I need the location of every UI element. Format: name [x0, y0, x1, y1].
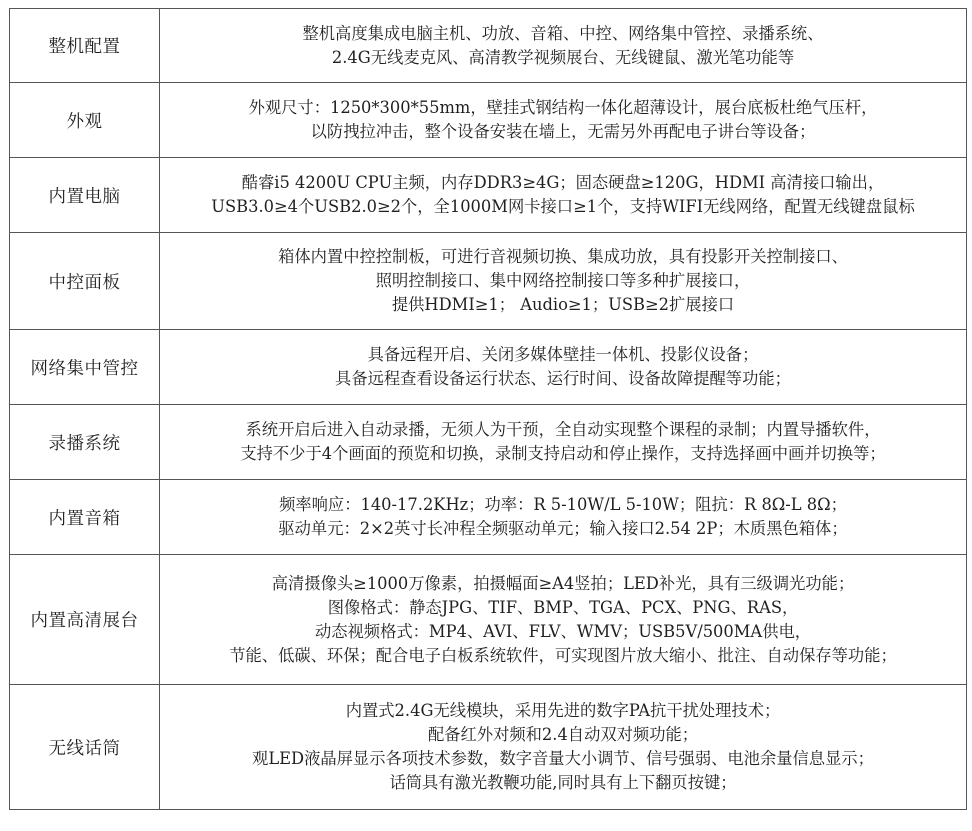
spec-line: 节能、低碳、环保；配合电子白板系统软件，可实现图片放大缩小、批注、自动保存等功能； [229, 645, 897, 665]
spec-line: 箱体内置中控控制板，可进行音视频切换、集成功放，具有投影开关控制接口、 [278, 247, 848, 266]
spec-line: 外观尺寸：1250*300*55mm，壁挂式钢结构一体化超薄设计，展台底板杜绝气压杆， [248, 98, 878, 117]
spec-label: 内置高清展台 [10, 555, 160, 685]
spec-line: 观LED液晶屏显示各项技术参数，数字音量大小调节、信号强弱、电池余量信息显示； [252, 749, 874, 768]
spec-description [160, 233, 967, 330]
spec-description [160, 330, 967, 405]
spec-line: 整机高度集成电脑主机、功放、音箱、中控、网络集中管控、录播系统、 [302, 23, 824, 43]
spec-row-appearance [10, 83, 967, 158]
spec-label: 整机配置 [10, 9, 160, 83]
spec-line: 内置式2.4G无线模块，采用先进的数字PA抗干扰处理技术； [345, 701, 781, 720]
spec-row-builtin-pc [10, 158, 967, 233]
spec-line: 2.4G无线麦克风、高清教学视频展台、无线键鼠、激光笔功能等 [331, 47, 795, 67]
spec-line: 图像格式：静态JPG、TIF、BMP、TGA、PCX、PNG、RAS， [327, 597, 799, 617]
spec-row-builtin-speaker [10, 480, 967, 555]
spec-table [9, 8, 967, 810]
spec-line: 提供HDMI≥1； Audio≥1；USB≥2扩展接口 [391, 295, 735, 314]
spec-label: 内置电脑 [10, 158, 160, 233]
spec-line: 具备远程开启、关闭多媒体壁挂一体机、投影仪设备； [367, 345, 759, 364]
spec-line: 驱动单元：2×2英寸长冲程全频驱动单元；输入接口2.54 2P；木质黑色箱体； [278, 519, 848, 538]
spec-description [160, 9, 967, 83]
spec-description [160, 555, 967, 685]
spec-line: 支持不少于4个画面的预览和切换，录制支持启动和停止操作，支持选择画中画并切换等； [240, 444, 886, 463]
spec-line: 话筒具有激光教鞭功能,同时具有上下翻页按键； [389, 773, 737, 792]
spec-line: 动态视频格式：MP4、AVI、FLV、WMV；USB5V/500MA供电， [314, 621, 812, 641]
spec-label: 内置音箱 [10, 480, 160, 555]
spec-label: 网络集中管控 [10, 330, 160, 405]
spec-description [160, 83, 967, 158]
spec-row-wireless-microphone [10, 685, 967, 810]
spec-line: USB3.0≥4个USB2.0≥2个，全1000M网卡接口≥1个，支持WIFI无线网络，配置无线键盘鼠标 [211, 197, 915, 216]
spec-line: 照明控制接口、集中网络控制接口等多种扩展接口， [375, 271, 751, 290]
spec-description [160, 685, 967, 810]
spec-line: 具备远程查看设备运行状态、运行时间、设备故障提醒等功能； [335, 369, 791, 388]
spec-label: 外观 [10, 83, 160, 158]
spec-line: 频率响应：140-17.2KHz；功率：R 5-10W/L 5-10W；阻抗：R 8Ω-L 8Ω； [279, 495, 847, 514]
spec-description [160, 405, 967, 480]
spec-row-system-config [10, 9, 967, 83]
spec-row-control-panel [10, 233, 967, 330]
spec-line: 配备红外对频和2.4自动双对频功能； [427, 725, 699, 744]
spec-row-recording-system [10, 405, 967, 480]
spec-line: 系统开启后进入自动录播，无须人为干预，全自动实现整个课程的录制；内置导播软件， [245, 420, 881, 439]
spec-line: 以防拽拉冲击，整个设备安装在墙上，无需另外再配电子讲台等设备； [310, 122, 816, 141]
spec-row-network-management [10, 330, 967, 405]
spec-description [160, 480, 967, 555]
spec-label: 中控面板 [10, 233, 160, 330]
spec-label: 无线话筒 [10, 685, 160, 810]
spec-row-document-camera [10, 555, 967, 685]
spec-description [160, 158, 967, 233]
spec-label: 录播系统 [10, 405, 160, 480]
spec-line: 高清摄像头≥1000万像素，拍摄幅面≥A4竖拍；LED补光，具有三级调光功能； [271, 573, 855, 593]
spec-line: 酷睿i5 4200U CPU主频，内存DDR3≥4G；固态硬盘≥120G，HDMI 高清接口输出， [241, 173, 885, 192]
